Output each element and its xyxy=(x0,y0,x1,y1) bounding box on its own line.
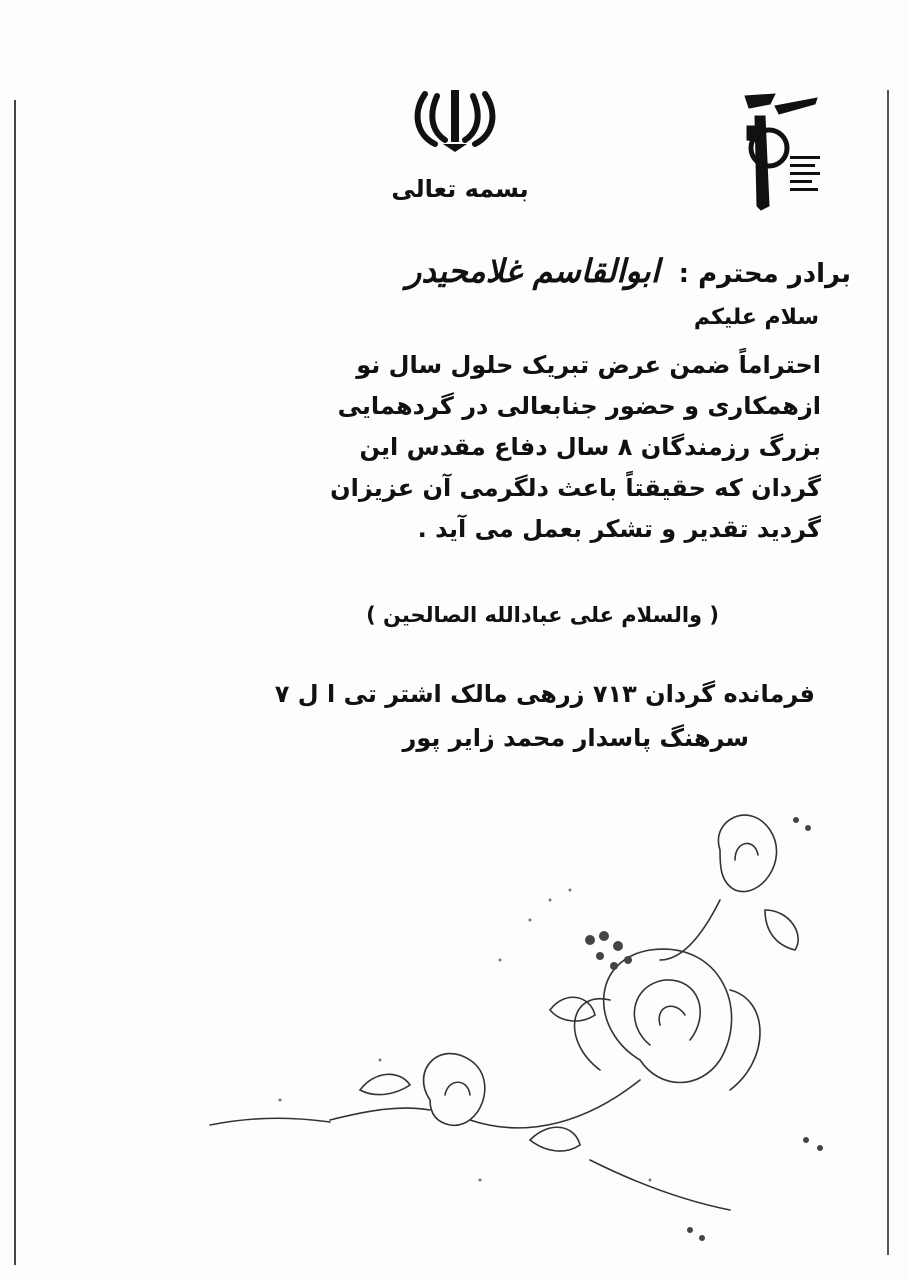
salutation-prefix: برادر محترم : xyxy=(678,259,851,289)
basmala: بسمه تعالی xyxy=(391,175,529,203)
body-line: گردید تقدیر و تشکر بعمل می آید . xyxy=(417,515,821,543)
body-line: احتراماً ضمن عرض تبریک حلول سال نو xyxy=(356,351,821,379)
recipient-name: ابوالقاسم غلامحیدر xyxy=(405,252,660,290)
body-line: بزرگ رزمندگان ۸ سال دفاع مقدس این xyxy=(359,433,821,461)
body-line: گردان که حقیقتاً باعث دلگرمی آن عزیزان xyxy=(330,474,821,502)
right-margin-line xyxy=(887,90,889,1255)
closing-line: ( والسلام علی عبادالله الصالحین ) xyxy=(366,603,719,627)
iran-emblem-icon xyxy=(405,86,505,156)
left-margin-line xyxy=(14,100,16,1265)
signature-title: فرمانده گردان ۷۱۳ زرهی مالک اشتر تی ا ل ۷ xyxy=(274,680,815,708)
letter-body xyxy=(261,345,821,550)
salutation-row xyxy=(406,252,851,290)
body-line: ازهمکاری و حضور جنابعالی در گردهمایی xyxy=(337,392,821,420)
irgc-seal-icon xyxy=(735,86,830,226)
greeting: سلام علیکم xyxy=(693,305,819,330)
floral-roses-decoration xyxy=(30,760,850,1260)
signature-name: سرهنگ پاسدار محمد زایر پور xyxy=(402,724,749,752)
